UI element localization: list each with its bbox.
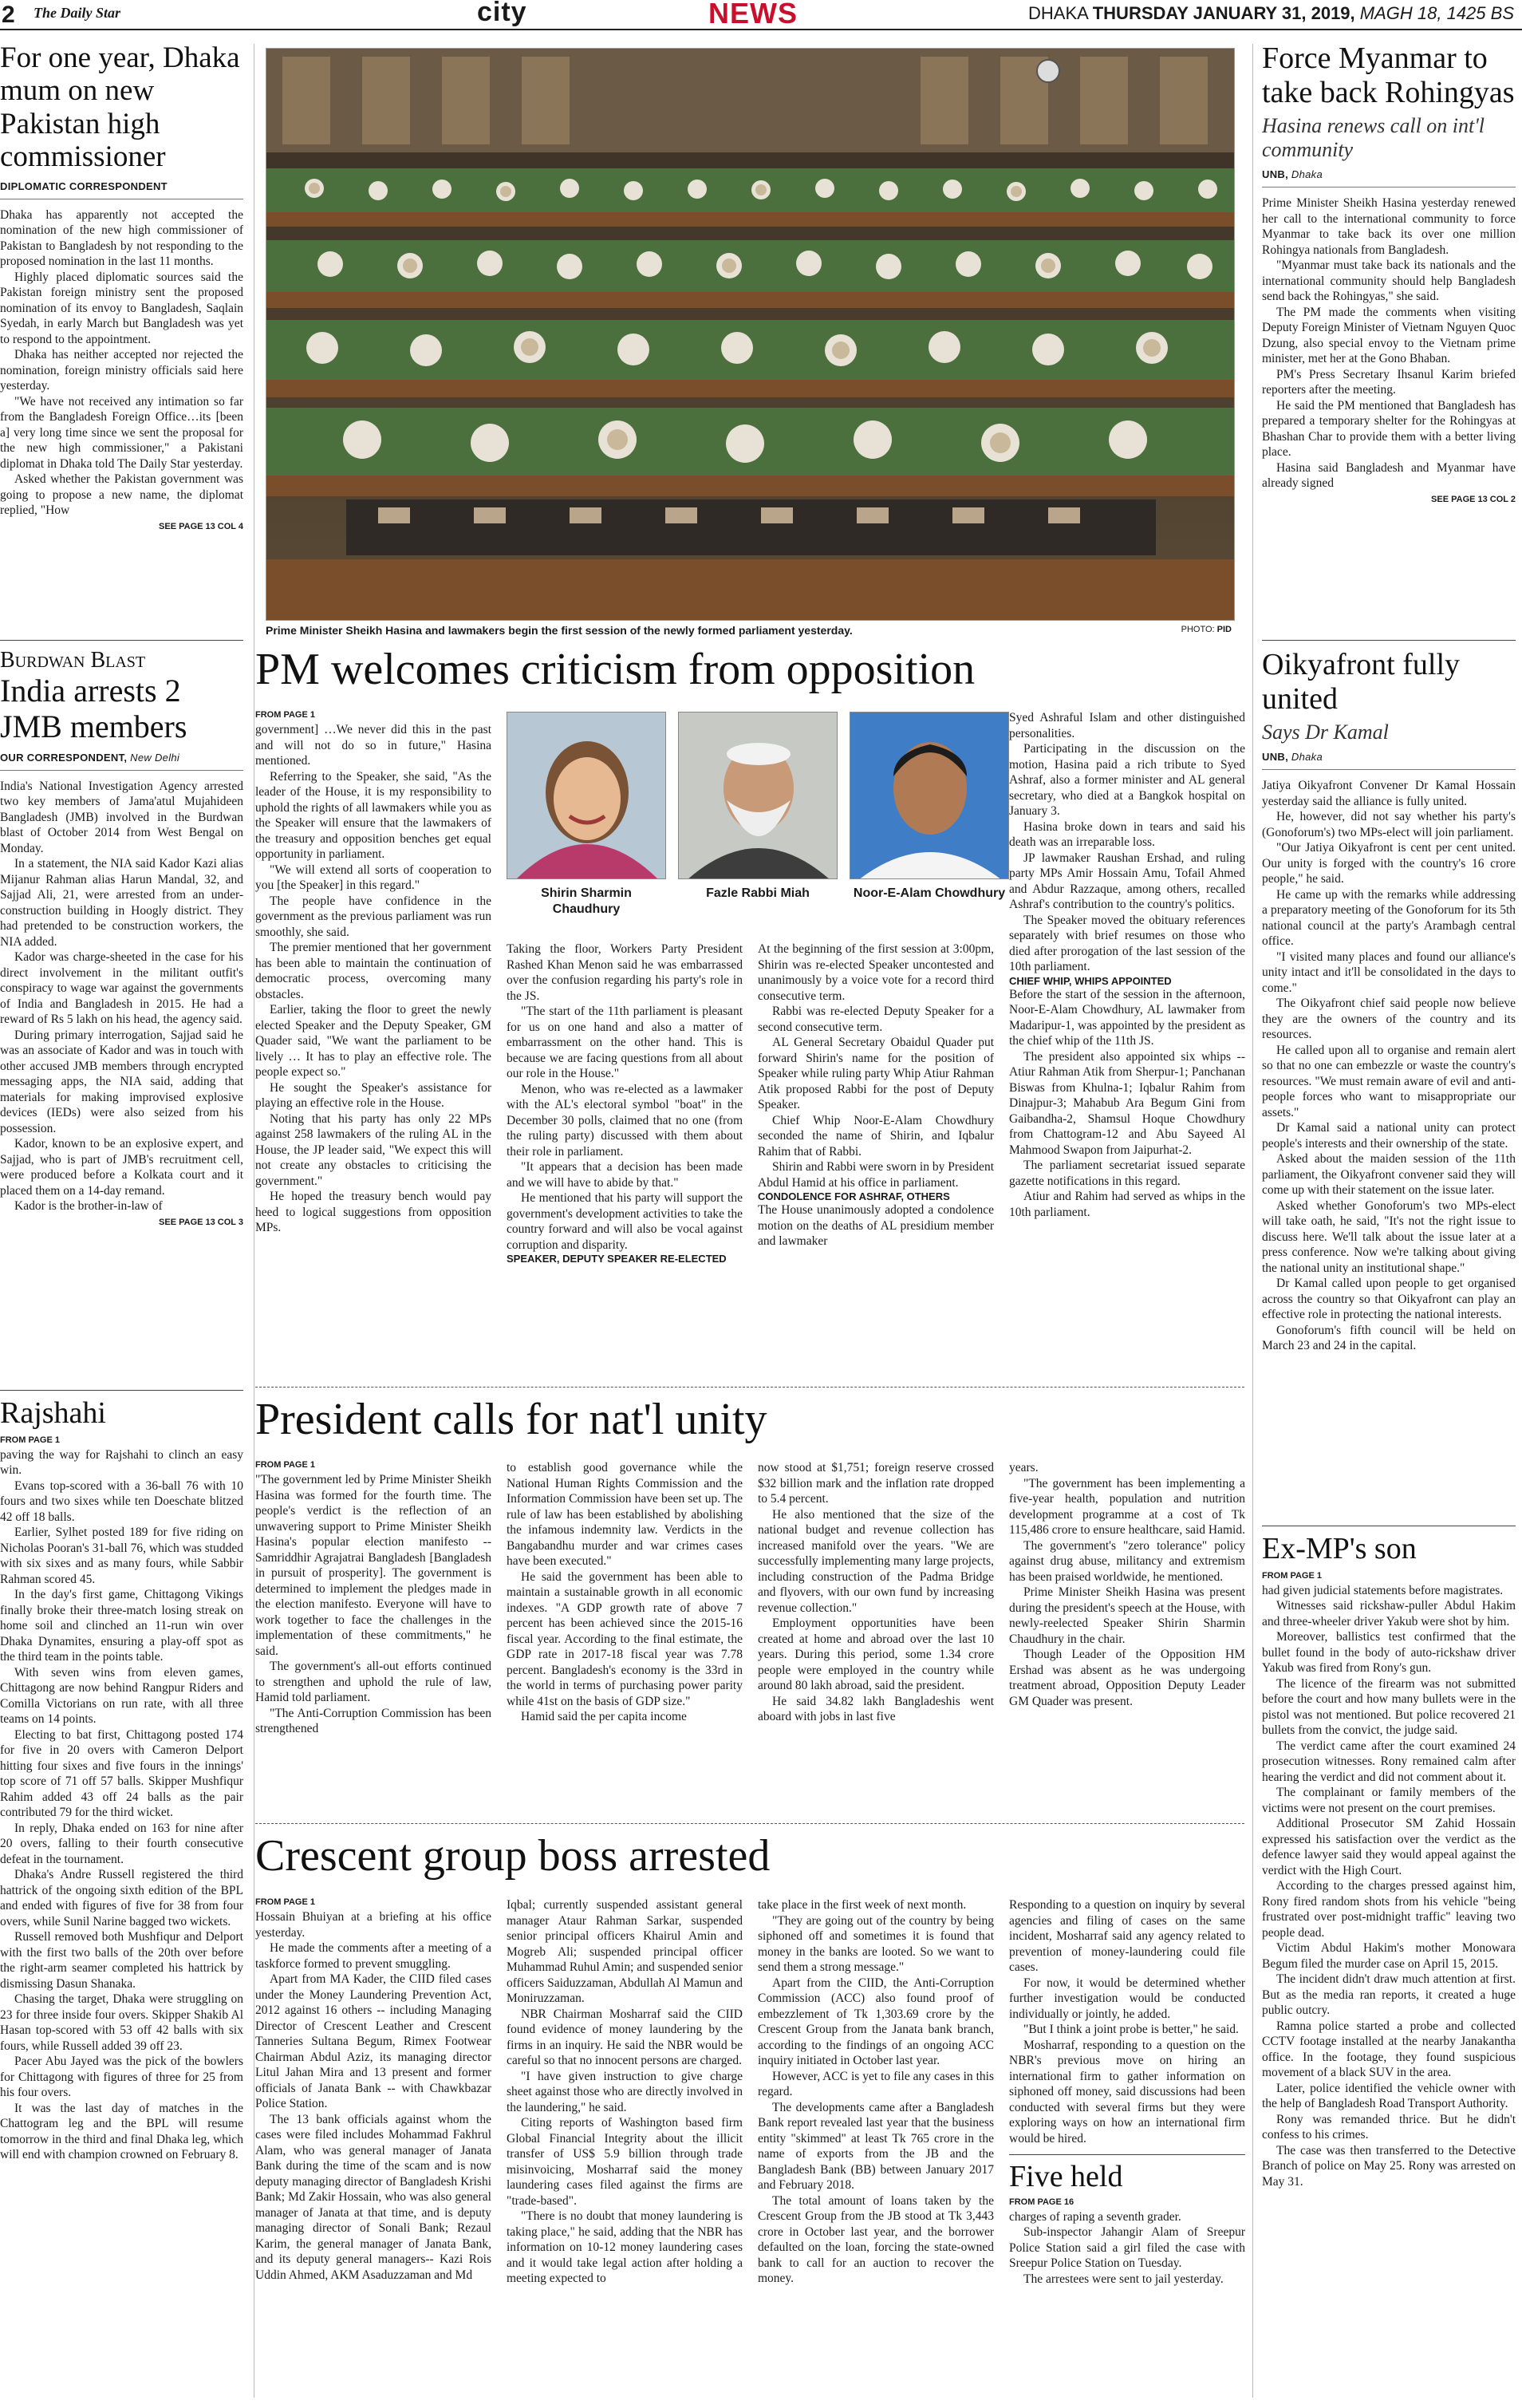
myanmar-byline-name: UNB, <box>1262 168 1288 181</box>
portrait-deputy-speaker-name: Fazle Rabbi Miah <box>706 886 810 900</box>
president-from: FROM PAGE 1 <box>255 1460 315 1470</box>
paragraph: It was the last day of matches in the Chattogram leg and the BPL will resume tomorrow in the third and final Dhaka leg, which will end with champion crowned on February 8. <box>0 2101 243 2162</box>
paragraph: Citing reports of Washington based firm Global Financial Integrity about the illicit transfer of US$ 5.9 billion through trade misinvoicing, Mosharraf said the money laundering cases filed against the firms are "trade-based". <box>507 2116 743 2208</box>
pm-col-4 <box>1009 710 1245 1412</box>
president-col-2 <box>507 1460 743 1819</box>
paper-name: The Daily Star <box>34 5 121 21</box>
president-body-1 <box>255 1472 491 1737</box>
fiveheld-headline: Five held <box>1009 2160 1123 2193</box>
paragraph: years. <box>1009 1461 1039 1474</box>
paragraph: Before the start of the session in the afternoon, Noor-E-Alam Chowdhury, AL lawmaker from Madaripur-1, was appointed by the president as the chief whip of the 11th JS. <box>1009 987 1245 1048</box>
paragraph: "We have not received any intimation so far from the Bangladesh Foreign Office…its [been a] very long time since we sent the proposal for the new high commissioner," a Pakistani diplomat in Dhaka told The Daily Star yesterday. <box>0 394 243 471</box>
paragraph: take place in the first week of next month. <box>758 1898 967 1912</box>
paragraph: The Speaker moved the obituary references separately with brief resumes on those who died after prorogation of the last session of the 10th parliament. <box>1009 913 1245 973</box>
president-body-4 <box>1009 1460 1245 1709</box>
paragraph: to establish good governance while the National Human Rights Commission and the Information Commission have been set up. The rule of law has been established by abolishing the infamous indemnity law. Verdicts in the Bangabandhu murder and war crimes cases have been executed." <box>507 1461 743 1568</box>
paragraph: Dhaka has neither accepted nor rejected the nomination, foreign ministry officials said here yesterday. <box>0 348 243 393</box>
paragraph: Evans top-scored with a 36-ball 76 with 10 fours and two sixes while ten Doeschate blitzed 42 off 18 balls. <box>0 1478 243 1524</box>
dateline-date: THURSDAY JANUARY 31, 2019, <box>1092 3 1355 23</box>
paragraph: Though Leader of the Opposition HM Ershad was absent as he was undergoing treatment abroad, Opposition Deputy Leader GM Quader was present. <box>1009 1648 1245 1708</box>
rajshahi-from: FROM PAGE 1 <box>0 1435 60 1445</box>
pm-col-2 <box>507 941 743 1412</box>
paragraph: The government's "zero tolerance" policy against drug abuse, militancy and extremism has been praised worldwide, he mentioned. <box>1009 1538 1245 1584</box>
paragraph: Prime Minister Sheikh Hasina yesterday renewed her call to the international community to force Myanmar to take back its over one million Rohingya nationals from Bangladesh. <box>1262 196 1516 257</box>
paragraph: now stood at $1,751; foreign reserve crossed $32 billion mark and the inflation rate dropped to 5.4 percent. <box>758 1461 994 1506</box>
portrait-speaker-name: Shirin Sharmin Chaudhury <box>541 886 632 916</box>
india-byline <box>0 752 243 771</box>
paragraph: In reply, Dhaka ended on 163 for nine after 20 overs, falling to their fourth consecutive defeat in the tournament. <box>0 1821 243 1866</box>
portrait-chief-whip <box>850 712 1009 902</box>
portrait-art <box>507 713 666 879</box>
paragraph: Jatiya Oikyafront Convener Dr Kamal Hossain yesterday said the alliance is fully united. <box>1262 779 1516 808</box>
paragraph: In the day's first game, Chittagong Vikings finally broke their three-match losing streak on home soil and clinched an 11-run win over Dhaka Dynamites, ensuring a play-off spot as the third team in the points table. <box>0 1588 243 1664</box>
paragraph: Taking the floor, Workers Party President Rashed Khan Menon said he was embarrassed over the confusion regarding his party's role in the JS. <box>507 942 743 1003</box>
oikyafront-story <box>1262 648 1516 1522</box>
paragraph: He made the comments after a meeting of a taskforce formed to prevent smuggling. <box>255 1941 491 1971</box>
president-col-4 <box>1009 1460 1245 1819</box>
paragraph: Noting that his party has only 22 MPs against 258 lawmakers of the ruling AL in the House, the JP leader said, "We expect this will not create any obstacles to criticising the government." <box>255 1111 491 1188</box>
dateline-city: DHAKA <box>1028 3 1088 23</box>
exmp-story <box>1262 1532 1516 2403</box>
portrait-art <box>850 713 1009 879</box>
crescent-body-2 <box>507 1897 743 2287</box>
paragraph: "It appears that a decision has been made and we will have to abide by that." <box>507 1160 743 1190</box>
crescent-col-2 <box>507 1897 743 2403</box>
india-headline: India arrests 2 JMB members <box>0 673 187 744</box>
paragraph: Rabbi was re-elected Deputy Speaker for a second consecutive term. <box>758 1005 994 1034</box>
paragraph: Chasing the target, Dhaka were struggling on 23 for three inside four overs. Skipper Shakib Al Hasan top-scored with 53 off 42 balls with six fours, while Russell added 39 off 23. <box>0 1992 243 2053</box>
paragraph: He said 34.82 lakh Bangladeshis went aboard with jobs in last five <box>758 1694 994 1723</box>
fiveheld-body <box>1009 2209 1245 2288</box>
paragraph: Kador, known to be an explosive expert, and Sajjad, who is part of JMB's recruitment cell, were produced before a Kolkata court and it placed them on a 14-day remand. <box>0 1137 243 1198</box>
portrait-speaker <box>507 712 666 918</box>
photo-credit <box>1181 625 1232 634</box>
paragraph: He sought the Speaker's assistance for playing an effective role in the House. <box>255 1080 491 1110</box>
paragraph: "The government led by Prime Minister Sheikh Hasina was formed for the fourth time. The people's verdict is the reflection of an unwavering support to Prime Minister Sheikh Hasina's popular election manifesto -- Samriddhir Agrajatrai Bangladesh [Bangladesh in pursuit of prosperity]. The government is determined to implement the pledges made in the election manifesto. Everyone will have to work together to face the challenges in the implementation of these commitments," he said. <box>255 1473 491 1658</box>
president-body-2 <box>507 1460 743 1725</box>
pm-headline: PM welcomes criticism from opposition <box>255 645 976 694</box>
paragraph: "There is no doubt that money laundering is taking place," he said, adding that the NBR has information on 10-12 money laundering cases and it would take legal action after holding a meeting expected to <box>507 2209 743 2285</box>
paragraph: He said the PM mentioned that Bangladesh has prepared a temporary shelter for the Rohingyas at Bhashan Char to provide them with a better living place. <box>1262 398 1516 460</box>
paragraph: Menon, who was re-elected as a lawmaker with the AL's electoral symbol "boat" in the December 30 polls, claimed that no one (from the ruling party) discussed with them about their role in parliament. <box>507 1082 743 1159</box>
paragraph: Kador is the brother-in-law of <box>14 1199 163 1214</box>
paragraph: Hamid said the per capita income <box>521 1710 687 1723</box>
paragraph: The licence of the firearm was not submitted before the court and how many bullets were in the pistol was not mentioned. But police recovered 21 bullets from the convict, the judge said. <box>1262 1676 1516 1738</box>
crescent-col-1 <box>255 1897 491 2403</box>
credit-source: PID <box>1216 625 1232 634</box>
paragraph: At the beginning of the first session at 3:00pm, Shirin was re-elected Speaker uncontested and unanimously by a voice vote for a record third consecutive term. <box>758 942 994 1003</box>
page-number: 2 <box>2 2 15 28</box>
paragraph: He hoped the treasury bench would pay heed to logical suggestions from opposition MPs. <box>255 1190 491 1234</box>
paragraph: Russell removed both Mushfiqur and Delport with the first two balls of the 20th over before the right-arm seamer completed his hattrick by dismissing Dasun Shanaka. <box>0 1930 243 1991</box>
pakistan-headline: For one year, Dhaka mum on new Pakistan high commissioner <box>0 41 240 174</box>
portrait-chief-whip-name: Noor-E-Alam Chowdhury <box>853 886 1006 900</box>
paragraph: During primary interrogation, Sajjad said he was an associate of Kador and was in touch with other accused JMB members through encrypted messaging apps, the NIA said, adding that materials for making improvised explosive devices (IEDs) were also seized from his possession. <box>0 1028 243 1135</box>
rajshahi-body <box>0 1447 243 2163</box>
paragraph: "I visited many places and found our alliance's unity intact and it'll be consolidated in the days to come." <box>1262 949 1516 995</box>
paragraph: Witnesses said rickshaw-puller Abdul Hakim and three-wheeler driver Yakub were shot by him. <box>1262 1599 1516 1628</box>
india-kicker: Burdwan Blast <box>0 648 146 673</box>
paragraph: "Our Jatiya Oikyafront is cent per cent united. Our unity is forged with the country's 16 crore people," he said. <box>1262 841 1516 886</box>
story-divider <box>1262 640 1516 641</box>
paragraph: Apart from MA Kader, the CIID filed cases under the Money Laundering Prevention Act, 2012 against 16 others -- including Managing Director of Crescent Leather and Crescent Tanneries Sultana Begum, Rimex Footwear Chairman Abdul Aziz, its managing director Litul Jahan Mira and 13 present and former officials of Janata Bank -- with Chawkbazar Police Station. <box>255 1972 491 2110</box>
section-city: city <box>477 0 527 27</box>
paragraph: The total amount of loans taken by the Crescent Group from the JB stood at Tk 3,443 crore in October last year, and the borrower defaulted on the loan, forcing the state-owned bank to call for an auction to recover the money. <box>758 2193 994 2285</box>
pm-body-4 <box>1009 710 1245 975</box>
paragraph: Responding to a question on inquiry by several agencies and filing of cases on the same incident, Mosharraf said any agency related to prevention of money-laundering could file cases. <box>1009 1898 1245 1974</box>
paragraph: Participating in the discussion on the motion, Hasina paid a rich tribute to Syed Ashraf, also a former minister and AL general secretary, who died at a Bangkok hospital on January 3. <box>1009 742 1245 818</box>
paragraph: Prime Minister Sheikh Hasina was present during the president's speech at the House, with newly-reelected Speaker Shirin Sharmin Chaudhury in the chair. <box>1009 1585 1245 1646</box>
paragraph: Sub-inspector Jahangir Alam of Sreepur Police Station said a girl filed the case with Sreepur Police Station on Tuesday. <box>1009 2225 1245 2271</box>
paragraph: Shirin and Rabbi were sworn in by President Abdul Hamid at his office in parliament. <box>758 1160 994 1190</box>
pm-subhead-speaker: SPEAKER, DEPUTY SPEAKER RE-ELECTED <box>507 1253 727 1265</box>
crescent-from: FROM PAGE 1 <box>255 1897 315 1907</box>
myanmar-byline-place: Dhaka <box>1291 168 1323 181</box>
story-divider <box>255 1387 1244 1388</box>
paragraph: Dr Kamal said a national unity can protect people's interests and their ownership of the state. <box>1262 1121 1516 1151</box>
paragraph: paving the way for Rajshahi to clinch an easy win. <box>0 1447 243 1478</box>
paragraph: The president also appointed six whips -- Atiur Rahman Atik from Sherpur-1; Panchanan Biswas from Khulna-1; Iqbalur Rahim from Dinajpur-3; Mahabub Ara Begum Gini from Gaibandha-2, Shamsul Hoque Chowdhury from Chattogram-12 and Abu Sayeed Al Mahmood Swapon from Jaipurhat-2. <box>1009 1049 1245 1157</box>
paragraph: Later, police identified the vehicle owner with the help of Bangladesh Road Transport Authority. <box>1262 2081 1516 2111</box>
pm-subhead-condolence: CONDOLENCE FOR ASHRAF, OTHERS <box>758 1190 950 1202</box>
paragraph: Earlier, taking the floor to greet the newly elected Speaker and the Deputy Speaker, GM Quader said, "We want the parliament to be lively … It has to play an effective role. The people expect so." <box>255 1003 491 1079</box>
pm-from: FROM PAGE 1 <box>255 710 315 720</box>
pm-body-3 <box>758 941 994 1190</box>
fiveheld-from: FROM PAGE 16 <box>1009 2197 1074 2207</box>
president-col-1 <box>255 1460 491 1819</box>
portrait-deputy-speaker-photo <box>678 712 838 879</box>
paragraph: government] …We never did this in the past and will not do so in future," Hasina mentioned. <box>255 723 491 768</box>
pm-body-1 <box>255 722 491 1236</box>
crescent-body-3 <box>758 1897 994 2287</box>
pm-col-3 <box>758 941 994 1412</box>
paragraph: Employment opportunities have been created at home and abroad over the last 10 years. During this period, some 1.34 crore people were employed in the country while around 80 lakh abroad, said the president. <box>758 1617 994 1692</box>
paragraph: charges of raping a seventh grader. <box>1009 2209 1181 2224</box>
photo-caption <box>266 624 1235 641</box>
paragraph: "But I think a joint probe is better," he said. <box>1023 2023 1239 2036</box>
paragraph: Syed Ashraful Islam and other distinguished personalities. <box>1009 711 1245 740</box>
paragraph: Hasina broke down in tears and said his death was an irreparable loss. <box>1009 819 1245 849</box>
paragraph: Iqbal; currently suspended assistant general manager Ataur Rahman Sarkar, suspended senior principal officers Khairul Amin and Mogreb Ali; suspended principal officer Muhammad Ruhul Amin; and suspended senior officers Saiduzzaman, Abdullah Al Mamun and Moniruzzaman. <box>507 1898 743 2005</box>
paragraph: India's National Investigation Agency arrested two key members of Jama'atul Mujahideen Bangladesh (JMB) involved in the Burdwan blast of October 2014 from West Bengal on Monday. <box>0 779 243 855</box>
pm-body-2 <box>507 941 743 1253</box>
paragraph: According to the charges pressed against him, Rony fired random shots from his vehicle "being frustrated over post-midnight traffic" leaving two people dead. <box>1262 1879 1516 1940</box>
paragraph: The complainant or family members of the victims were not present on the court premises. <box>1262 1786 1516 1815</box>
myanmar-jump[interactable]: SEE PAGE 13 COL 2 <box>1431 494 1516 504</box>
paragraph: Rony was remanded thrice. But he didn't confess to his crimes. <box>1262 2112 1516 2142</box>
paragraph: He mentioned that his party will support the government's development activities to take the country forward and will also be vocal against corruption and disparity. <box>507 1191 743 1252</box>
pakistan-story <box>0 41 243 636</box>
paragraph: Atiur and Rahim had served as whips in the 10th parliament. <box>1009 1190 1245 1219</box>
paragraph: Dhaka's Andre Russell registered the third hattrick of the ongoing sixth edition of the BPL and ended with figures of five for 38 from four overs, while Sunil Narine bagged two wickets. <box>0 1868 243 1928</box>
story-divider <box>0 1390 243 1391</box>
pakistan-jump[interactable]: SEE PAGE 13 COL 4 <box>159 521 243 531</box>
myanmar-deck: Hasina renews call on int'l community <box>1262 114 1485 162</box>
paragraph: Asked whether the Pakistan government was going to propose a new name, the diplomat replied, "How <box>0 472 243 518</box>
oikyafront-byline-name: UNB, <box>1262 751 1288 764</box>
paragraph: Highly placed diplomatic sources said the Pakistan foreign ministry sent the proposed nomination of its envoy to Bangladesh, Saqlain Syedah, in early March but Bangladesh was yet to respond to the appointment. <box>0 270 243 346</box>
parliament-photo-art <box>266 49 1235 621</box>
story-divider <box>1009 2154 1245 2155</box>
myanmar-body <box>1262 195 1516 491</box>
india-body <box>0 779 243 1214</box>
paragraph: He said the government has been able to maintain a sustainable growth in all economic indexes. "A GDP growth rate of above 7 percent has been achieved since the 2015-16 fiscal year. According to the final estimate, the GDP rate in 2017-18 fiscal year was 7.78 percent. Bangladesh's economy is the 33rd in the world in terms of purchasing power parity while 41st on the basis of GDP size." <box>507 1569 743 1708</box>
rajshahi-headline: Rajshahi <box>0 1396 106 1430</box>
crescent-col-4 <box>1009 1897 1245 2403</box>
crescent-col-3 <box>758 1897 994 2403</box>
paragraph: Referring to the Speaker, she said, "As the leader of the House, it is my responsibility to uphold the rights of all lawmakers while you as the Speaker will ensure that the lawmakers of the treasury and opposition benches get equal opportunity in parliament. <box>255 769 491 861</box>
portrait-speaker-photo <box>507 712 666 879</box>
president-headline: President calls for nat'l unity <box>255 1395 767 1444</box>
pm-body-4b <box>1009 987 1245 1221</box>
credit-label: PHOTO: <box>1181 625 1215 634</box>
paragraph: Pacer Abu Jayed was the pick of the bowlers for Chittagong with figures of three for 25 from his four overs. <box>0 2055 243 2100</box>
paragraph: He came up with the remarks while addressing a preparatory meeting of the Gonoforum for its 5th national council at the party's Arambagh central office. <box>1262 887 1516 949</box>
paragraph: Hossain Bhuiyan at a briefing at his office yesterday. <box>255 1910 491 1940</box>
portrait-deputy-speaker <box>678 712 838 902</box>
pm-col-1 <box>255 710 491 1412</box>
paragraph: The parliament secretariat issued separate gazette notifications in this regard. <box>1009 1159 1245 1188</box>
paragraph: Asked about the maiden session of the 11th parliament, the Oikyafront convener said they will come up with their statement on the issue later. <box>1262 1152 1516 1198</box>
india-jump[interactable]: SEE PAGE 13 COL 3 <box>159 1217 243 1227</box>
story-divider <box>0 640 243 641</box>
paragraph: "They are going out of the country by being siphoned off and sometimes it is found that money in the banks are looted. So we want to send them a strong message." <box>758 1913 994 1974</box>
india-story <box>0 648 243 1386</box>
paragraph: The people have confidence in the government as the previous parliament was run smoothly, she said. <box>255 894 491 939</box>
paragraph: The House unanimously adopted a condolence motion on the deaths of AL presidium member and lawmaker <box>758 1203 994 1248</box>
dateline-bangla: MAGH 18, 1425 BS <box>1359 3 1514 23</box>
portrait-art <box>679 713 838 879</box>
paragraph: JP lawmaker Raushan Ershad, and ruling party MPs Amir Hossain Amu, Tofail Ahmed and Abdur Razzaque, among others, recalled Ashraf's contribution to the country's politics. <box>1009 851 1245 911</box>
paragraph: Kador was charge-sheeted in the case for his direct involvement in the militant outfit's conspiracy to wage war against the governments of India and Bangladesh in 2015. He had a reward of Rs 5 lakh on his head, the agency said. <box>0 950 243 1027</box>
paragraph: The verdict came after the court examined 24 prosecution witnesses. Rony remained calm after hearing the verdict and did not comment about it. <box>1262 1739 1516 1784</box>
rajshahi-story <box>0 1396 243 2403</box>
paragraph: "The government has been implementing a five-year health, population and nutrition development programme at a cost of Tk 115,486 crore to ensure healthcare, said Hamid. <box>1009 1476 1245 1537</box>
paragraph: Gonoforum's fifth council will be held on March 23 and 24 in the capital. <box>1262 1323 1516 1353</box>
column-rule <box>1252 44 1253 2398</box>
oikyafront-headline: Oikyafront fully united <box>1262 648 1461 716</box>
pm-body-3b <box>758 1202 994 1249</box>
paragraph: Dr Kamal called upon people to get organised across the country so that Oikyafront can play an effective role in protecting the national interests. <box>1262 1277 1516 1322</box>
paragraph: "I have given instruction to give charge sheet against those who are directly involved in the laundering," he said. <box>507 2069 743 2114</box>
paragraph: The case was then transferred to the Detective Branch of police on May 25. Rony was arrested on May 31. <box>1262 2143 1516 2189</box>
myanmar-story <box>1262 41 1516 636</box>
paragraph: He also mentioned that the size of the national budget and revenue collection has increased manifold over the years. "We are successfully implementing many large projects, including construction of the Padma Bridge and flyovers, with our own fund by increasing revenue collection." <box>758 1507 994 1615</box>
paragraph: The PM made the comments when visiting Deputy Foreign Minister of Vietnam Nguyen Quoc Dzung, also special envoy to the Vietnam prime minister, met her at the Gono Bhaban. <box>1262 305 1516 366</box>
portrait-chief-whip-photo <box>850 712 1009 879</box>
pakistan-byline: DIPLOMATIC CORRESPONDENT <box>0 180 243 199</box>
oikyafront-byline <box>1262 751 1516 770</box>
oikyafront-byline-place: Dhaka <box>1291 751 1323 764</box>
story-divider <box>255 1823 1244 1824</box>
paragraph: The Oikyafront chief said people now believe they are the owners of the country and its resources. <box>1262 997 1516 1042</box>
pakistan-body <box>0 207 243 519</box>
dateline <box>1028 3 1514 24</box>
president-col-3 <box>758 1460 994 1819</box>
caption-text: Prime Minister Sheikh Hasina and lawmakers begin the first session of the newly formed parliament yesterday. <box>266 624 853 637</box>
paragraph: Electing to bat first, Chittagong posted 174 for five in 20 overs with Cameron Delport hitting four sixes and five fours in the innings' top score of 71 off 57 balls. Skipper Mushfiqur Rahim added 43 off 24 balls as the pair contributed 79 for the third wicket. <box>0 1727 243 1820</box>
crescent-headline: Crescent group boss arrested <box>255 1831 771 1881</box>
paragraph: Moreover, ballistics test confirmed that the bullet found in the body of auto-rickshaw driver Yakub was fired from Rony's gun. <box>1262 1630 1516 1676</box>
paragraph: "Myanmar must take back its nationals and the international community should help Bangladesh send back the Rohingyas," she said. <box>1262 259 1516 304</box>
paragraph: He called upon all to organise and remain alert so that no one can embezzle or waste the country's resources. "We must remain aware of evil and anti-people forces who want to misappropriate our assets." <box>1262 1043 1516 1119</box>
paragraph: "The start of the 11th parliament is pleasant for us on one hand and also a matter of embarrassment on the other hand. This is because we are facing questions from all about our role in the House." <box>507 1005 743 1080</box>
paragraph: PM's Press Secretary Ihsanul Karim briefed reporters after the meeting. <box>1262 367 1516 397</box>
paragraph: Asked whether Gonoforum's two MPs-elect will take oath, he said, "It's not the right issue to discuss here. We'll talk about the issue later at a press conference. Now we're talking about giving the national unity an institutional shape." <box>1262 1198 1516 1275</box>
paragraph: Mosharraf, responding to a question on the NBR's previous move on hiring an international firm to gather information on siphoned off money, said discussions had been conducted with several firms but they were exploring ways on how an international firm would be hired. <box>1009 2038 1245 2145</box>
paragraph: Dhaka has apparently not accepted the nomination of the new high commissioner of Pakistan to Bangladesh by not responding to the proposed nomination in the last 11 months. <box>0 207 243 269</box>
paragraph: Additional Prosecutor SM Zahid Hossain expressed his satisfaction over the verdict as the defence lawyer said they would appeal against the verdict with the High Court. <box>1262 1817 1516 1877</box>
india-byline-place: New Delhi <box>130 751 180 764</box>
paragraph: Hasina said Bangladesh and Myanmar have already signed <box>1262 460 1516 491</box>
oikyafront-body <box>1262 778 1516 1354</box>
paragraph: The developments came after a Bangladesh Bank report revealed last year that the business entity "skimmed" at least Tk 765 crore in the name of exports from the JB and the Bangladesh Bank (BB) between January 2017 and February 2018. <box>758 2100 994 2192</box>
paragraph: The incident didn't draw much attention at first. But as the media ran reports, it created a huge public outcry. <box>1262 1972 1516 2018</box>
pm-subhead-whips: CHIEF WHIP, WHIPS APPOINTED <box>1009 974 1172 987</box>
paragraph: He, however, did not say whether his party's (Gonoforum's) two MPs-elect will join parliament. <box>1262 810 1516 839</box>
paragraph: With seven wins from eleven games, Chittagong are now behind Rangpur Riders and Comilla Victorians on run rate, with all three teams on 14 points. <box>0 1665 243 1727</box>
crescent-body-1 <box>255 1909 491 2283</box>
paragraph: Victim Abdul Hakim's mother Monowara Begum filed the murder case on April 15, 2015. <box>1262 1941 1516 1971</box>
paragraph: Ramna police started a probe and collected CCTV footage installed at the nearby Janakantha office. In the footage, they found suspicious movement of a black SUV in the area. <box>1262 2019 1516 2080</box>
oikyafront-deck: Says Dr Kamal <box>1262 720 1389 744</box>
paragraph: The government's all-out efforts continued to strengthen and uphold the rule of law, Hamid told parliament. <box>255 1660 491 1704</box>
paragraph: However, ACC is yet to file any cases in this regard. <box>758 2069 994 2098</box>
crescent-body-4 <box>1009 1897 1245 2146</box>
paragraph: Chief Whip Noor-E-Alam Chowdhury seconded the name of Shirin, and Iqbalur Rahim that of Rabbi. <box>758 1113 994 1159</box>
paragraph: For now, it would be determined whether further investigation would be conducted individually or jointly, he added. <box>1009 1976 1245 2021</box>
paragraph: "We will extend all sorts of cooperation to you [the Speaker] in this regard." <box>255 863 491 892</box>
masthead <box>0 0 1522 30</box>
exmp-from: FROM PAGE 1 <box>1262 1570 1322 1581</box>
paragraph: NBR Chairman Mosharraf said the CIID found evidence of money laundering by the firms in an inquiry. He said the NBR would be careful so that no innocent persons are charged. <box>507 2007 743 2067</box>
myanmar-headline: Force Myanmar to take back Rohingyas <box>1262 41 1515 109</box>
paragraph: The 13 bank officials against whom the cases were filed includes Mohammad Fakhrul Alam, who was general manager of Janata Bank during the time of the scam and is now deputy managing director of Bangladesh Krishi Bank; Md Zakir Hossain, who was also general manager of Janata at that time, and is deputy managing director of Sonali Bank; Rezaul Karim, the general manager of Janata Bank, and its deputy general managers-- Kazi Rois Uddin Ahmed, AKM Asaduzzaman and Md <box>255 2112 491 2282</box>
paragraph: AL General Secretary Obaidul Quader put forward Shirin's name for the position of Speaker while ruling party Whip Atiur Rahman Atik proposed Rabbi for the post of Deputy Speaker. <box>758 1036 994 1111</box>
paragraph: had given judicial statements before magistrates. <box>1262 1583 1504 1597</box>
exmp-body <box>1262 1583 1516 2190</box>
parliament-photo <box>266 48 1235 621</box>
section-news: NEWS <box>708 0 798 30</box>
paragraph: The premier mentioned that her government has been able to maintain the continuation of democratic process, overcoming many obstacles. <box>255 941 491 1001</box>
paragraph: Earlier, Sylhet posted 189 for five riding on Nicholas Pooran's 31-ball 76, which was studded with six sixes and as many fours, while Sabbir Rahman scored 45. <box>0 1526 243 1586</box>
india-byline-name: OUR CORRESPONDENT, <box>0 751 128 764</box>
paragraph: In a statement, the NIA said Kador Kazi alias Mijanur Rahman alias Harun Mandal, 32, and Sajjad Ali, 21, were arrested from an under-construction building in Hoogly district. They had pretended to be construction workers, the NIA added. <box>0 857 243 949</box>
paragraph: Apart from the CIID, the Anti-Corruption Commission (ACC) also found proof of embezzlement of Tk 1,303.69 crore by the Crescent Group from the Janata bank branch, according to the findings of an ongoing ACC inquiry initiated in October last year. <box>758 1976 994 2067</box>
paragraph: "The Anti-Corruption Commission has been strengthened <box>255 1706 491 1735</box>
paragraph: The arrestees were sent to jail yesterday. <box>1023 2272 1224 2286</box>
myanmar-byline <box>1262 168 1516 188</box>
exmp-headline: Ex-MP's son <box>1262 1532 1417 1565</box>
president-body-3 <box>758 1460 994 1725</box>
